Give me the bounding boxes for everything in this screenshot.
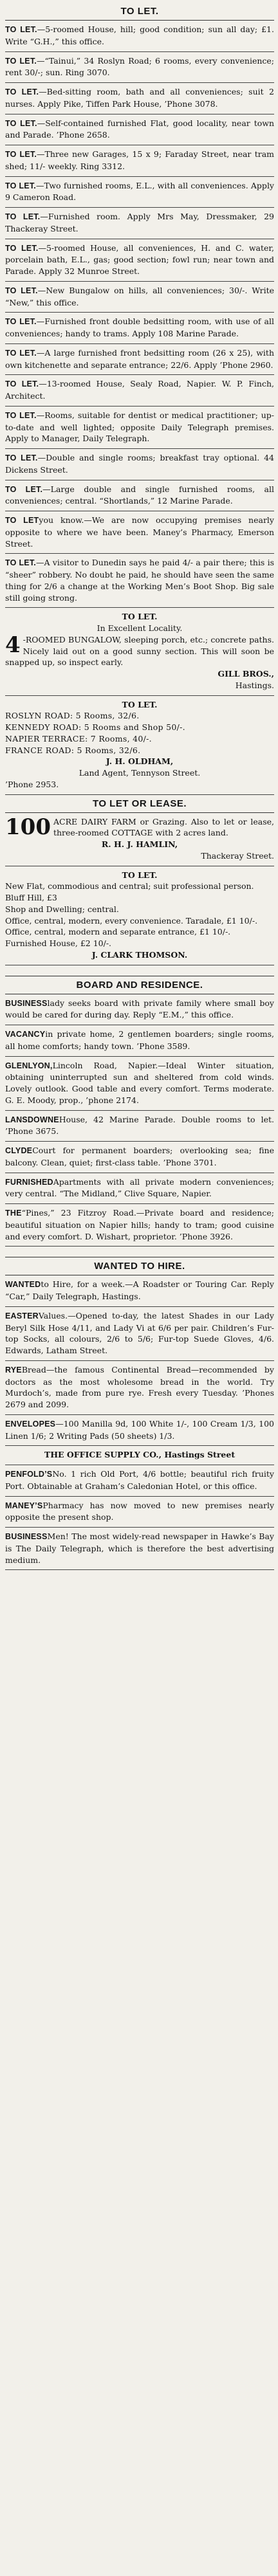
classified-ad: [5, 21, 274, 52]
ad-subheading: In Excellent Locality.: [97, 623, 183, 633]
classified-ad: [5, 1275, 274, 1307]
ad-text: in private home, 2 gentlemen boarders; single rooms, all home comforts; handy town. ’Phone 3589.: [5, 1029, 274, 1051]
ad-place: Thackeray Street.: [201, 850, 274, 861]
ad-lead: CLYDE: [5, 1146, 33, 1155]
ad-text: —Two furnished rooms, E.L., with all conveniences. Apply 9 Cameron Road.: [5, 180, 274, 203]
ad-signature: GILL BROS.,: [218, 669, 274, 679]
thomson-ad: [5, 866, 274, 965]
ad-text: —5-roomed House, hill; good condition; sun all day; £1. Write “G.H.,” this office.: [5, 24, 274, 46]
board-ads: [5, 994, 274, 1247]
ad-text: “Pines,” 23 Fitzroy Road.—Private board and residence; beautiful situation on Napier hills; handy to tram; good cuisine and every comfort. D. Wishart, proprietor. ’Phone 3926.: [5, 1208, 274, 1241]
ad-lead: ENVELOPES: [5, 1419, 56, 1429]
ad-text: Pharmacy has now moved to new premises nearly opposite the present shop.: [5, 1500, 274, 1522]
listing-line: KENNEDY ROAD: 5 Rooms and Shop 50/-.: [5, 722, 185, 732]
classified-ad: [5, 1111, 274, 1142]
listing-line: ROSLYN ROAD: 5 Rooms, 32/6.: [5, 711, 140, 721]
ad-text: —Rooms, suitable for dentist or medical practitioner; up-to-date and well lighted; opposite Daily Telegraph premises. Apply to Manager, Daily Telegraph.: [5, 410, 275, 444]
ad-lead: TO LET.: [5, 410, 37, 420]
ad-lead: TO LET.: [5, 25, 37, 34]
wanted-ads: [5, 1275, 274, 1570]
ad-text: Bread—the famous Continental Bread—recommended by doctors as the most wholesome bread in the world. Try Murdoch’s, made from pure rye. Fresh every Tuesday. ’Phones 2679 and 2099.: [5, 1364, 274, 1409]
ad-text: —New Bungalow on hills, all conveniences; 30/-. Write “New,” this office.: [5, 285, 274, 307]
ad-lead: MANEY’S: [5, 1501, 43, 1510]
classified-ad: [5, 1465, 274, 1497]
classified-ad: [5, 114, 274, 146]
big-number: 4: [5, 632, 21, 658]
ad-text: —100 Manilla 9d, 100 White 1/-, 100 Cream 1/3, 100 Linen 1/6; 2 Writing Pads (50 sheets) 1/3.: [5, 1418, 274, 1441]
listing-line: Shop and Dwelling; central.: [5, 904, 119, 914]
ad-lead: RYE: [5, 1365, 22, 1375]
to-let-ads: [5, 21, 274, 608]
ad-text: Values.—Opened to-day, the latest Shades in our Lady Beryl Silk Hose 4/11, and Lady Vi at 6/6 per pair. Children’s Fur-top Socks, all colours, 2/6 to 5/6; Fur-top Suede Gloves, 4/6. Edwards, Latham Street.: [5, 1310, 274, 1355]
ad-lead: TO LET.: [5, 317, 37, 327]
ad-lead: EASTER: [5, 1311, 39, 1320]
classified-ad: [5, 1528, 274, 1570]
classified-ad: [5, 406, 274, 449]
ad-lead: TO LET.: [5, 150, 37, 159]
ad-body: ACRE DAIRY FARM or Grazing. Also to let or lease, three-roomed COTTAGE with 2 acres land.: [53, 816, 274, 838]
listing-line: Bluff Hill, £3: [5, 893, 57, 902]
classified-ad: [5, 511, 274, 554]
ad-lead: TO LET.: [5, 379, 39, 389]
ad-place: Hastings.: [235, 680, 274, 690]
ad-lead: TO LET.: [5, 118, 37, 128]
ad-body: -ROOMED BUNGALOW, sleeping porch, etc.; concrete paths. Nicely laid out on a good sunny section. This will soon be snapped up, so inspect early.: [5, 634, 274, 668]
ad-text: —Furnished room. Apply Mrs May, Dressmaker, 29 Thackeray Street.: [5, 212, 274, 233]
ad-lead: GLENLYON,: [5, 1061, 53, 1070]
ad-text: —A visitor to Dunedin says he paid 4/- a pair there; this is “sheer” robbery. No doubt he paid, he should have seen the same thing for 2/6 a change at the Working Men’s Boot Shop. Big sale still going strong.: [5, 558, 275, 603]
classified-ad: [5, 449, 274, 480]
classified-ad: [5, 239, 274, 282]
hamlin-ad: [5, 813, 274, 866]
section-heading-board: BOARD AND RESIDENCE.: [5, 976, 274, 994]
ad-text: —5-roomed House, all conveniences, H. and C. water, porcelain bath, E.L., gas; good section; fowl run; near town and Parade. Apply 32 Munroe Street.: [5, 242, 274, 276]
ad-text: No. 1 rich Old Port, 4/6 bottle; beautiful rich fruity Port. Obtainable at Graham’s Caledonian Hotel, or this office.: [5, 1469, 274, 1491]
classified-ad: [5, 1361, 274, 1415]
section-heading-to-let-or-lease: TO LET OR LEASE.: [5, 795, 274, 813]
ad-text: —Large double and single furnished rooms, all conveniences; central. “Shortlands,” 12 Marine Parade.: [5, 484, 275, 506]
ad-text: House, 42 Marine Parade. Double rooms to let. ’Phone 3675.: [5, 1114, 274, 1137]
ad-text: you know.—We are now occupying premises nearly opposite to where we have been. Maney’s Pharmacy, Emerson Street.: [5, 515, 274, 549]
ad-text: —Bed-sitting room, bath and all conveniences; suit 2 nurses. Apply Pike, Tiffen Park House, ’Phone 3078.: [5, 87, 274, 109]
ad-signature: J. CLARK THOMSON.: [91, 949, 188, 960]
ad-lead: LANSDOWNE: [5, 1115, 59, 1124]
classified-ad: [5, 1415, 274, 1447]
ad-lead: FURNISHED: [5, 1177, 53, 1187]
ad-lead: TO LET: [5, 516, 39, 525]
classified-ad: [5, 1057, 274, 1111]
ad-lead: BUSINESS: [5, 998, 48, 1008]
ad-lead: WANTED: [5, 1280, 41, 1290]
oldham-ad: [5, 696, 274, 795]
classified-ad: [5, 994, 274, 1026]
classified-ad: [5, 1497, 274, 1528]
ad-text: to Hire, for a week.—A Roadster or Touring Car. Reply “Car,” Daily Telegraph, Hastings.: [5, 1279, 274, 1301]
listing-line: Office, central, modern and separate entrance, £1 10/-.: [5, 927, 231, 937]
ad-text: Apartments with all private modern conveniences; very central. “The Midland,” Clive Square, Napier.: [5, 1176, 274, 1199]
ad-text: THE OFFICE SUPPLY CO., Hastings Street: [44, 1450, 236, 1460]
big-number: 100: [5, 814, 51, 840]
section-heading-to-let: TO LET.: [5, 3, 274, 21]
classified-ad: [5, 1173, 274, 1205]
classified-ad: [5, 313, 274, 344]
classified-ad: [5, 375, 274, 406]
listing-line: New Flat, commodious and central; suit professional person.: [5, 881, 254, 891]
ad-lead: VACANCY: [5, 1030, 46, 1039]
ad-lead: THE: [5, 1209, 22, 1218]
classified-ad: [5, 145, 274, 177]
classified-ad: [5, 83, 274, 114]
ad-lead: TO LET.: [5, 243, 39, 253]
ad-lead: PENFOLD’S: [5, 1470, 53, 1479]
ad-lead: TO LET.: [5, 56, 37, 66]
classified-ad: [5, 1025, 274, 1057]
ad-lead: TO LET.: [5, 348, 37, 358]
classified-ad: [5, 52, 274, 84]
classified-ad: [5, 208, 274, 239]
listing-line: NAPIER TERRACE: 7 Rooms, 40/-.: [5, 733, 152, 744]
ad-signature: R. H. J. HAMLIN,: [101, 839, 178, 849]
classified-ad: [5, 1307, 274, 1361]
classified-ad: [5, 1446, 274, 1465]
ad-lead: TO LET.: [5, 453, 38, 462]
listing-line: FRANCE ROAD: 5 Rooms, 32/6.: [5, 745, 141, 755]
ad-lead: TO LET.: [5, 484, 43, 494]
ad-text: —Three new Garages, 15 x 9; Faraday Street, near tram shed; 11/- weekly. Ring 3312.: [5, 149, 275, 171]
listing-line: Furnished House, £2 10/-.: [5, 938, 112, 948]
classified-ad: [5, 480, 274, 512]
ad-phone: ’Phone 2953.: [5, 779, 59, 789]
ad-role: Land Agent, Tennyson Street.: [79, 768, 201, 778]
ad-text: —Furnished front double bedsitting room, with use of all conveniences; handy to trams. Apply 108 Marine Parade.: [5, 316, 275, 338]
ad-text: —Double and single rooms; breakfast tray optional. 44 Dickens Street.: [5, 453, 274, 475]
classified-ad: [5, 554, 274, 608]
ad-lead: BUSINESS: [5, 1532, 48, 1541]
section-heading-wanted: WANTED TO HIRE.: [5, 1257, 274, 1275]
ad-text: —Self-contained furnished Flat, good locality, near town and Parade. ’Phone 2658.: [5, 118, 275, 140]
ad-lead: TO LET.: [5, 87, 39, 96]
ad-signature: J. H. OLDHAM,: [106, 756, 174, 767]
classified-ad: [5, 1204, 274, 1247]
classified-ad: [5, 1142, 274, 1173]
ad-text: Court for permanent boarders; overlooking sea; fine balcony. Clean, quiet; first-class table. ’Phone 3701.: [5, 1146, 274, 1167]
ad-text: lady seeks board with private family where small boy would be cared for during day. Reply “E.M.,” this office.: [5, 998, 274, 1020]
listing-line: Office, central, modern, every convenience. Taradale, £1 10/-.: [5, 915, 258, 926]
classified-ad: [5, 282, 274, 313]
ad-lead: TO LET.: [5, 286, 38, 295]
ad-heading: TO LET.: [122, 870, 158, 880]
ad-lead: TO LET.: [5, 558, 36, 568]
ad-text: —13-roomed House, Sealy Road, Napier. W. P. Finch, Architect.: [5, 379, 274, 401]
ad-text: Lincoln Road, Napier.—Ideal Winter situation, obtaining uninterrupted sun and sheltered from cold winds. Lovely outlook. Good table and every comfort. Terms moderate. G. E. Moody, prop., ’phone 2174.: [5, 1060, 274, 1105]
classified-ad: [5, 344, 274, 376]
ad-heading: TO LET.: [122, 612, 158, 622]
ad-lead: TO LET.: [5, 181, 36, 190]
ad-text: —“Tainui,” 34 Roslyn Road; 6 rooms, every convenience; rent 30/-; sun. Ring 3070.: [5, 55, 274, 78]
gill-bros-ad: [5, 608, 274, 695]
ad-lead: TO LET.: [5, 212, 41, 221]
classified-ad: [5, 177, 274, 208]
ad-heading: TO LET.: [122, 699, 158, 709]
ad-text: Men! The most widely-read newspaper in Hawke’s Bay is The Daily Telegraph, which is therefore the best advertising medium.: [5, 1531, 274, 1565]
ad-text: —A large furnished front bedsitting room (26 x 25), with own kitchenette and separate entrance; 22/6. Apply ’Phone 2960.: [5, 347, 274, 370]
